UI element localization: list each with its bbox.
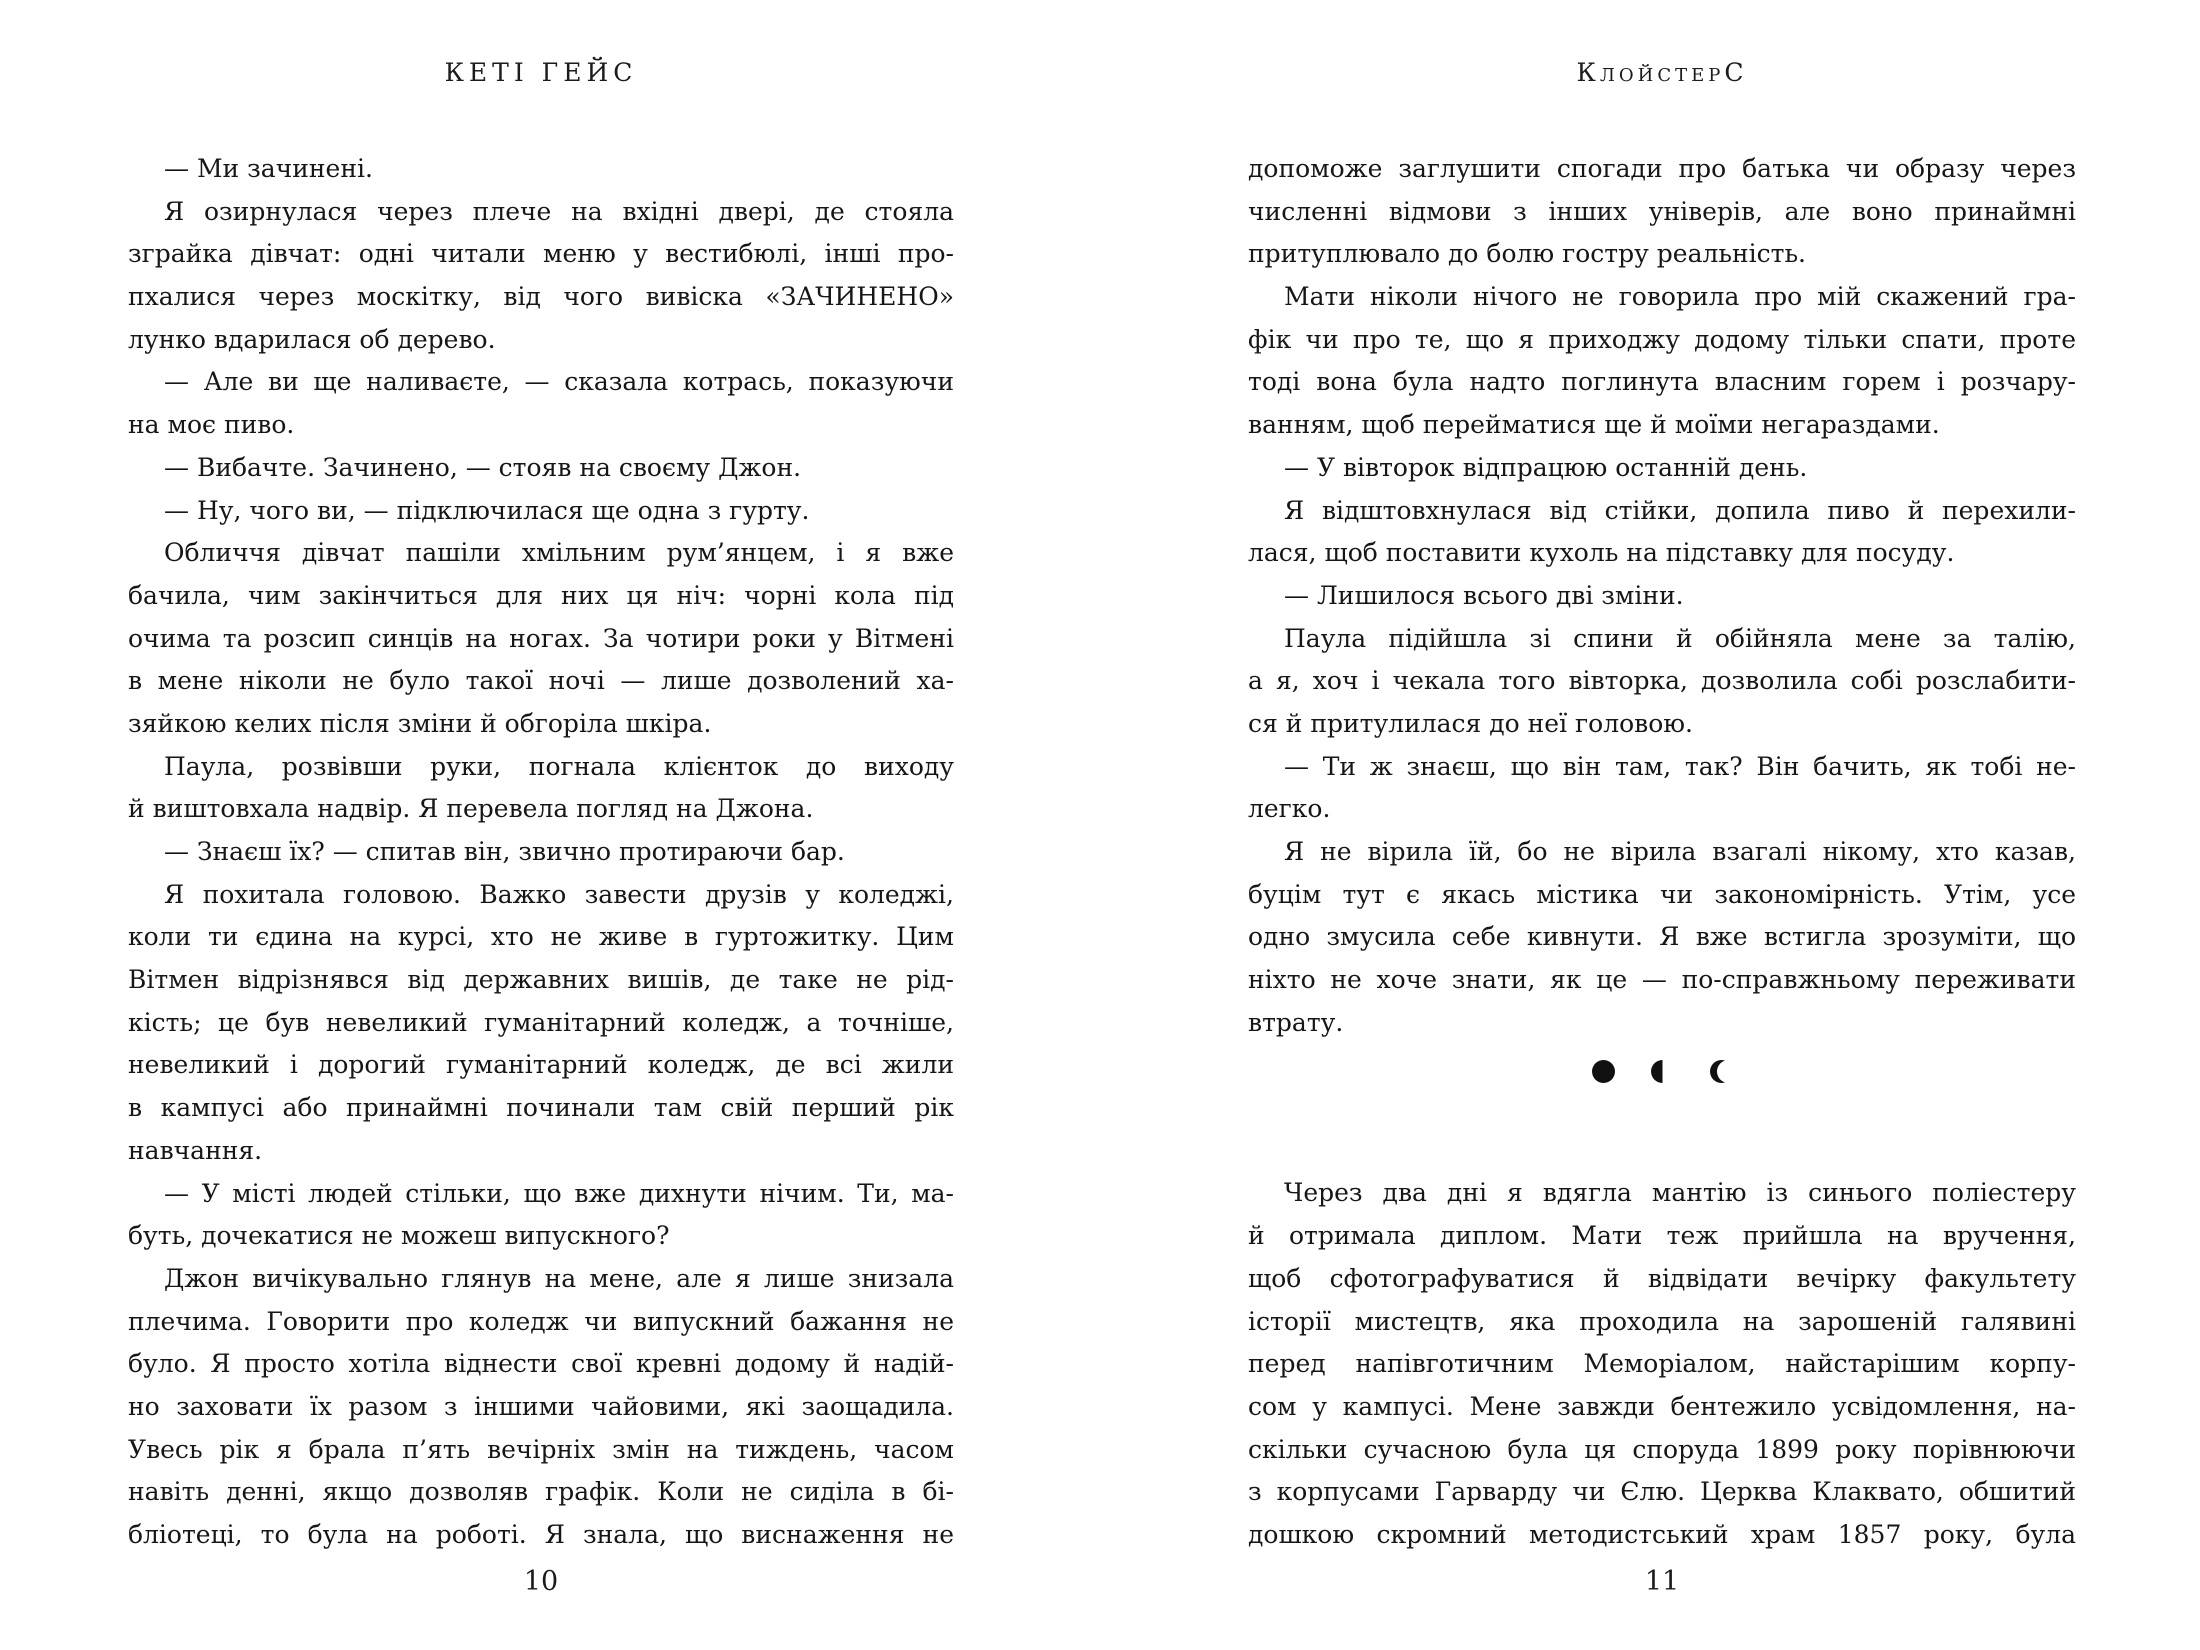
text-line: й виштовхала надвір. Я перевела погляд на Джона. <box>128 794 814 824</box>
text-line: Я відштовхнулася від стійки, допила пиво й перехили- <box>1284 495 2076 525</box>
text-line: на моє пиво. <box>128 410 295 440</box>
text-line: буть, дочекатися не можеш випускного? <box>128 1221 670 1251</box>
text-line: ванням, щоб перейматися ще й моїми негараздами. <box>1248 410 1940 440</box>
text-line: Я похитала головою. Важко завести друзів у коледжі, <box>164 879 954 909</box>
text-line: скільки сучасною була ця споруда 1899 року порівнюючи <box>1248 1434 2076 1464</box>
text-line: — Лишилося всього дві зміни. <box>1284 580 1684 610</box>
text-line: но заховати їх разом з іншими чайовими, які заощадила. <box>128 1391 954 1421</box>
text-line: а я, хоч і чекала того вівторка, дозволила собі розслабити- <box>1248 666 2076 696</box>
text-line: ніхто не хоче знати, як це — по-справжньому переживати <box>1248 965 2076 995</box>
text-line: кість; це був невеликий гуманітарний коледж, а точніше, <box>128 1007 954 1037</box>
full-moon-icon <box>1592 1060 1615 1083</box>
text-line: допоможе заглушити спогади про батька чи образу через <box>1248 154 2076 183</box>
half-moon-icon <box>1651 1060 1674 1083</box>
text-line: — У місті людей стільки, що вже дихнути нічим. Ти, ма- <box>164 1178 954 1208</box>
text-line: невеликий і дорогий гуманітарний коледж, де всі жили <box>128 1050 954 1080</box>
text-line: Я не вірила їй, бо не вірила взагалі нікому, хто казав, <box>1284 837 2076 866</box>
text-line: дошкою скромний методистський храм 1857 року, була <box>1248 1519 2076 1549</box>
text-line: коли ти єдина на курсі, хто не живе в гуртожитку. Цим <box>128 922 954 952</box>
text-line: лунко вдарилася об дерево. <box>128 324 496 354</box>
text-line: історії мистецтв, яка проходила на зарошеній галявині <box>1248 1306 2076 1336</box>
text-line: очима та розсип синців на ногах. За чотири роки у Вітмені <box>128 623 954 653</box>
text-line: було. Я просто хотіла віднести свої кревні додому й надій- <box>128 1349 954 1379</box>
text-line: навіть денні, якщо дозволяв графік. Коли не сиділа в бі- <box>128 1477 954 1507</box>
text-line: щоб сфотографуватися й відвідати вечірку факультету <box>1248 1263 2076 1293</box>
text-line: Паула, розвівши руки, погнала клієнток до виходу <box>164 751 954 781</box>
text-line: Я озирнулася через плече на вхідні двері, де стояла <box>164 196 954 226</box>
text-line: й отримала диплом. Мати теж прийшла на вручення, <box>1248 1221 2076 1251</box>
text-line: перед напівготичним Меморіалом, найстарішим корпу- <box>1248 1349 2076 1379</box>
text-line: тоді вона була надто поглинута власним горем і розчару- <box>1248 367 2076 397</box>
page-left <box>128 0 954 1650</box>
text-line: — Ну, чого ви, — підключилася ще одна з гурту. <box>164 495 810 525</box>
text-line: притуплювало до болю гостру реальність. <box>1248 239 1807 269</box>
page-number: 10 <box>523 1566 559 1597</box>
text-line: навчання. <box>128 1135 263 1165</box>
text-line: одно змусила себе кивнути. Я вже встигла зрозуміти, що <box>1248 922 2076 952</box>
text-line: ся й притулилася до неї головою. <box>1248 708 1693 738</box>
text-line: буцім тут є якась містика чи закономірність. Утім, усе <box>1248 879 2076 909</box>
text-line: Через два дні я вдягла мантію із синього поліестеру <box>1284 1178 2076 1208</box>
text-line: Паула підійшла зі спини й обійняла мене за талію, <box>1284 623 2076 653</box>
page-right <box>1248 0 2076 1650</box>
text-line: втрату. <box>1248 1007 1344 1037</box>
text-line: бачила, чим закінчиться для них ця ніч: чорні кола під <box>128 580 954 610</box>
text-line: в мене ніколи не було такої ночі — лише дозволений ха- <box>128 666 954 696</box>
scene-break-separator <box>1248 1044 2076 1172</box>
text-line: легко. <box>1248 794 1331 824</box>
text-line: — Знаєш їх? — спитав він, звично протираючи бар. <box>164 837 845 866</box>
text-line: зяйкою келих після зміни й обгоріла шкіра. <box>128 708 712 738</box>
running-header-author: КЕТІ ГЕЙС <box>444 58 638 87</box>
text-line: — Вибачте. Зачинено, — стояв на своєму Джон. <box>164 452 802 482</box>
right-text-column <box>1248 148 2076 1557</box>
text-line: лася, щоб поставити кухоль на підставку для посуду. <box>1248 538 1955 568</box>
text-line: — Ти ж знаєш, що він там, так? Він бачить, як тобі не- <box>1284 751 2076 781</box>
right-text-bottom <box>1248 1172 2076 1556</box>
text-line: плечима. Говорити про коледж чи випускний бажання не <box>128 1306 954 1336</box>
text-line: бліотеці, то була на роботі. Я знала, що виснаження не <box>128 1520 954 1549</box>
text-line: пхалися через москітку, від чого вивіска «ЗАЧИНЕНО» <box>128 282 954 312</box>
text-line: — Але ви ще наливаєте, — сказала котрась, показуючи <box>164 367 954 397</box>
right-text-top <box>1248 148 2076 1044</box>
text-line: фік чи про те, що я приходжу додому тільки спати, проте <box>1248 324 2076 354</box>
text-line: — Ми зачинені. <box>164 154 373 183</box>
text-line: Джон вичікувально глянув на мене, але я лише знизала <box>164 1263 954 1293</box>
text-line: — У вівторок відпрацюю останній день. <box>1284 452 1808 482</box>
text-line: Вітмен відрізнявся від державних вишів, де таке не рід- <box>128 965 954 995</box>
text-line: в кампусі або принаймні починали там свій перший рік <box>128 1093 954 1123</box>
text-line: Мати ніколи нічого не говорила про мій скажений гра- <box>1284 282 2076 312</box>
text-line: численні відмови з інших універів, але воно принаймні <box>1248 196 2076 226</box>
text-line: зграйка дівчат: одні читали меню у вестибюлі, інші про- <box>128 239 954 269</box>
text-line: з корпусами Гарварду чи Єлю. Церква Клаквато, обшитий <box>1248 1477 2076 1507</box>
left-text-column <box>128 148 954 1557</box>
crescent-moon-icon <box>1710 1060 1733 1083</box>
text-line: Обличчя дівчат пашіли хмільним рум’янцем, і я вже <box>164 538 954 568</box>
text-line: Увесь рік я брала п’ять вечірніх змін на тиждень, часом <box>128 1434 954 1464</box>
page-number: 11 <box>1644 1566 1680 1597</box>
text-line: сом у кампусі. Мене завжди бентежило усвідомлення, на- <box>1248 1391 2076 1421</box>
running-header-title: КлойстерС <box>1576 58 1748 87</box>
